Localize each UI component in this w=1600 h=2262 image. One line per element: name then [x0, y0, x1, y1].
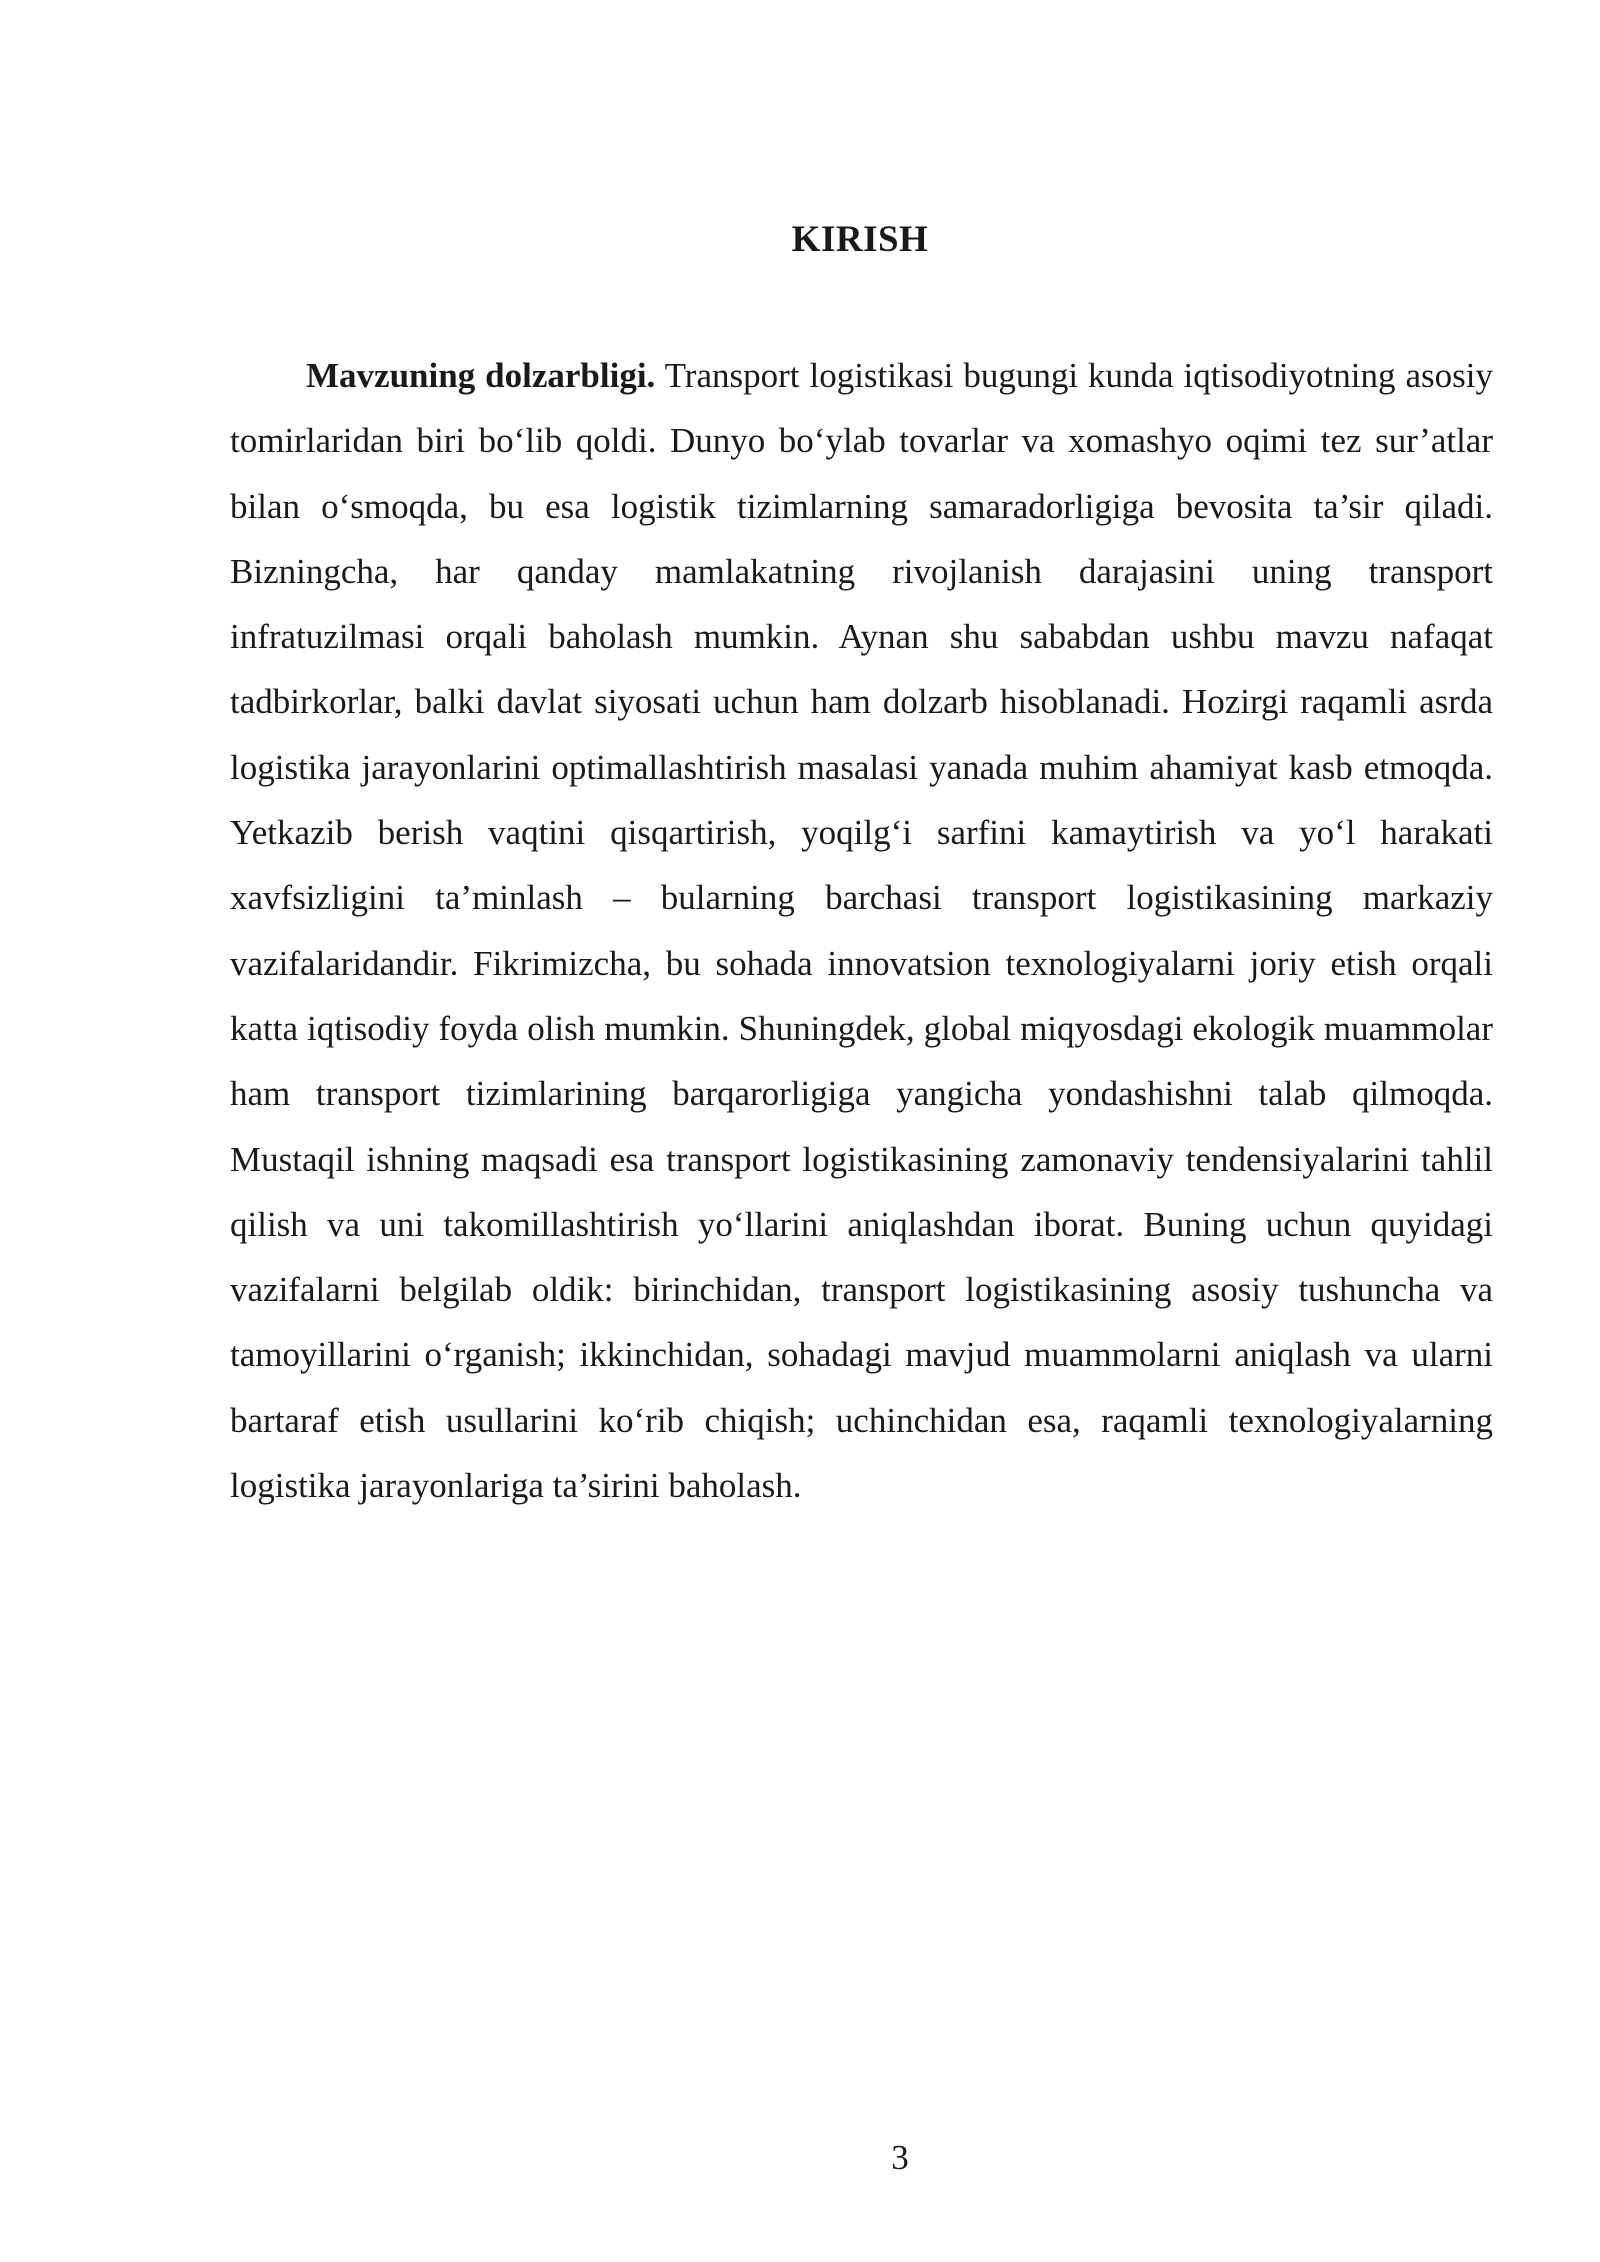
- page-number: 3: [891, 2138, 909, 2177]
- lead-label: Mavzuning dolzarbligi.: [306, 356, 656, 395]
- paragraph-text: Transport logistikasi bugungi kunda iqtisodiyotning asosiy tomirlaridan biri bo‘lib qoldi. Dunyo bo‘ylab tovarlar va xomashyo oqimi tez sur’atlar bilan o‘smoqda, bu esa logistik tizimlarning samaradorligiga bevosita ta’sir qiladi. Bizningcha, har qanday mamlakatning rivojlanish darajasini uning transport infratuzilmasi orqali baholash mumkin. Aynan shu sababdan ushbu mavzu nafaqat tadbirkorlar, balki davlat siyosati uchun ham dolzarb hisoblanadi. Hozirgi raqamli asrda logistika jarayonlarini optimallashtirish masalasi yanada muhim ahamiyat kasb etmoqda. Yetkazib berish vaqtini qisqartirish, yoqilg‘i sarfini kamaytirish va yo‘l harakati xavfsizligini ta’minlash – bularning barchasi transport logistikasining markaziy vazifalaridandir. Fikrimizcha, bu sohada innovatsion texnologiyalarni joriy etish orqali katta iqtisodiy foyda olish mumkin. Shuningdek, global miqyosdagi ekologik muammolar ham transport tizimlarining barqarorligiga yangicha yondashishni talab qilmoqda. Mustaqil ishning maqsadi esa transport logistikasining zamonaviy tendensiyalarini tahlil qilish va uni takomillashtirish yo‘llarini aniqlashdan iborat. Buning uchun quyidagi vazifalarni belgilab oldik: birinchidan, transport logistikasining asosiy tushuncha va tamoyillarini o‘rganish; ikkinchidan, sohadagi mavjud muammolarni aniqlash va ularni bartaraf etish usullarini ko‘rib chiqish; uchinchidan esa, raqamli texnologiyalarning logistika jarayonlariga ta’sirini baholash.: [230, 356, 1493, 1506]
- section-heading: KIRISH: [791, 219, 929, 260]
- body-paragraph: [230, 343, 1493, 1518]
